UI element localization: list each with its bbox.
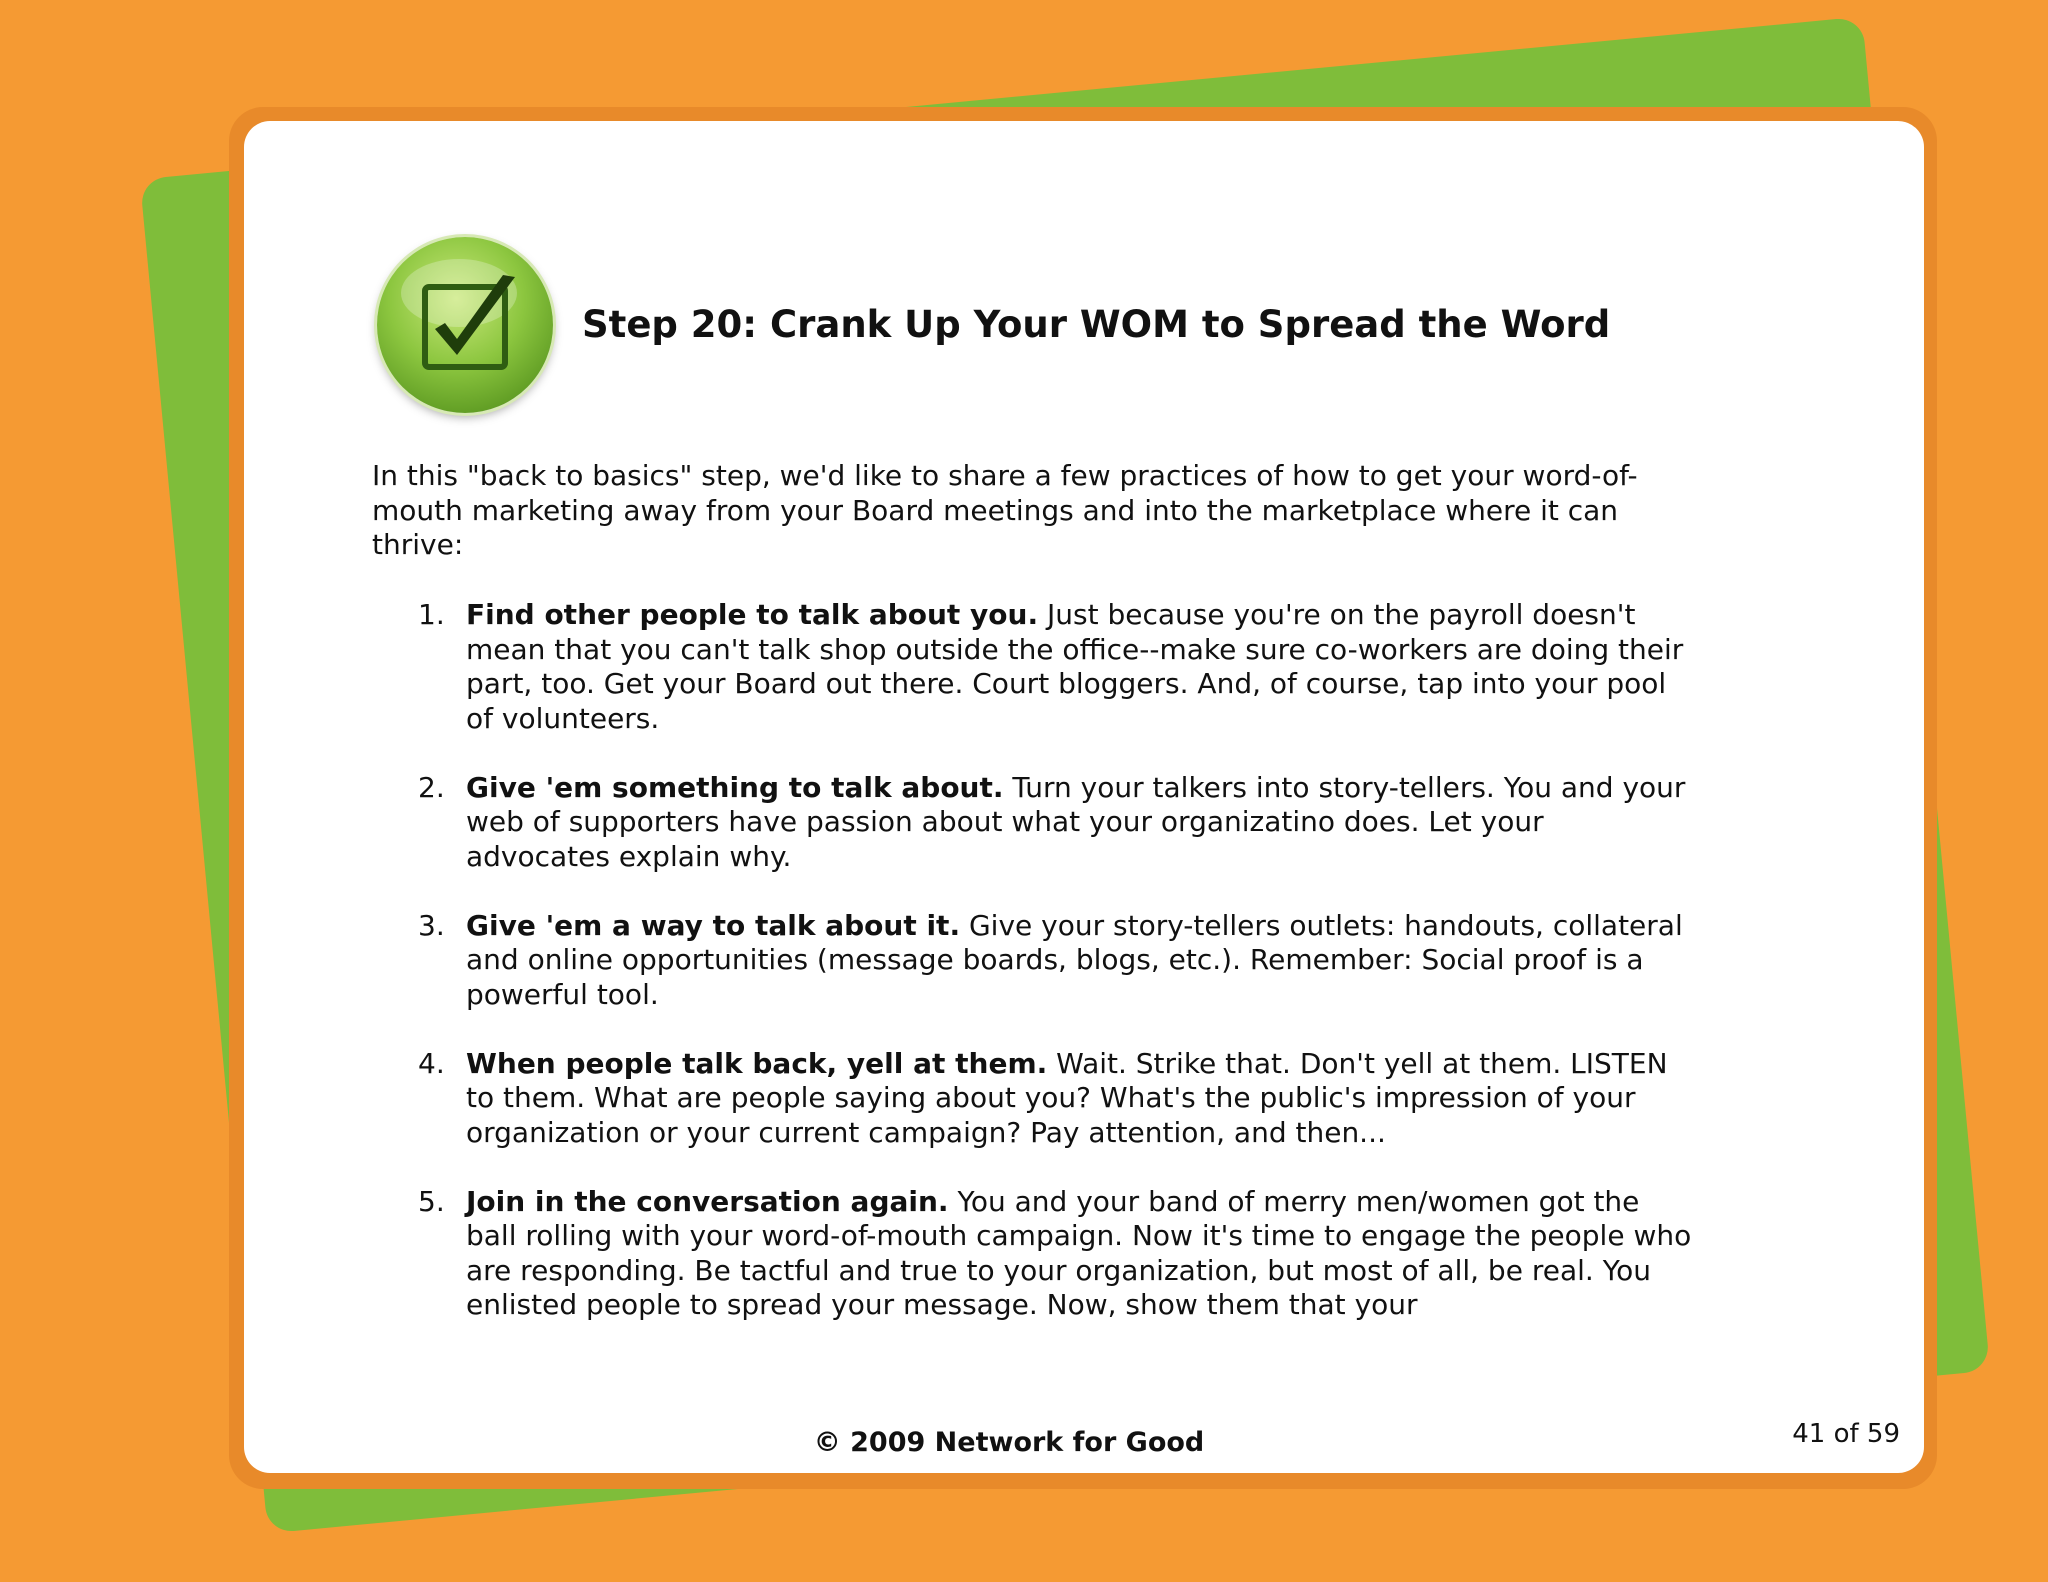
step-text: Wait. Strike that. Don't yell at them. LISTEN to them. What are people saying about you? What's the public's impression of your organization or your current campaign? Pay attention, and then...	[466, 1046, 1668, 1149]
step-number: 5.	[418, 1184, 445, 1218]
page-number: 41 of 59	[1792, 1419, 1900, 1449]
step-number: 3.	[418, 908, 445, 942]
list-item	[372, 1047, 1692, 1151]
steps-list	[372, 598, 1692, 1357]
step-heading: Give 'em a way to talk about it.	[466, 908, 961, 942]
check-mark-icon	[377, 237, 553, 413]
step-text: Just because you're on the payroll doesn't mean that you can't talk shop outside the office--make sure co-workers are doing their part, too. Get your Board out there. Court bloggers. And, of course, tap into your pool of volunteers.	[466, 598, 1684, 735]
step-heading: Join in the conversation again.	[466, 1184, 949, 1218]
step-text: Turn your talkers into story-tellers. You and your web of supporters have passion about what your organizatino does. Let your advocates explain why.	[466, 770, 1686, 873]
list-item	[372, 909, 1692, 1013]
step-number: 1.	[418, 598, 445, 631]
step-heading: When people talk back, yell at them.	[466, 1046, 1048, 1080]
step-text: Give your story-tellers outlets: handouts, collateral and online opportunities (message boards, blogs, etc.). Remember: Social proof is a powerful tool.	[466, 908, 1683, 1011]
step-heading: Find other people to talk about you.	[466, 598, 1039, 631]
page-title: Step 20: Crank Up Your WOM to Spread the Word	[582, 303, 1611, 346]
step-heading: Give 'em something to talk about.	[466, 770, 1004, 804]
checkbox-check-icon	[377, 237, 553, 413]
copyright-footer: © 2009 Network for Good	[813, 1427, 1205, 1458]
step-number: 4.	[418, 1046, 445, 1080]
list-item	[372, 771, 1692, 875]
step-number: 2.	[418, 770, 445, 804]
list-item	[372, 1185, 1692, 1323]
intro-paragraph: In this "back to basics" step, we'd like to share a few practices of how to get your word-of-mouth marketing away from your Board meetings and into the marketplace where it can thrive:	[372, 459, 1638, 561]
step-text: You and your band of merry men/women got the ball rolling with your word-of-mouth campaign. Now it's time to engage the people who are responding. Be tactful and true to your organization, but most of all, be real. You enlisted people to spread your message. Now, show them that your	[466, 1184, 1692, 1321]
list-item	[372, 598, 1692, 736]
